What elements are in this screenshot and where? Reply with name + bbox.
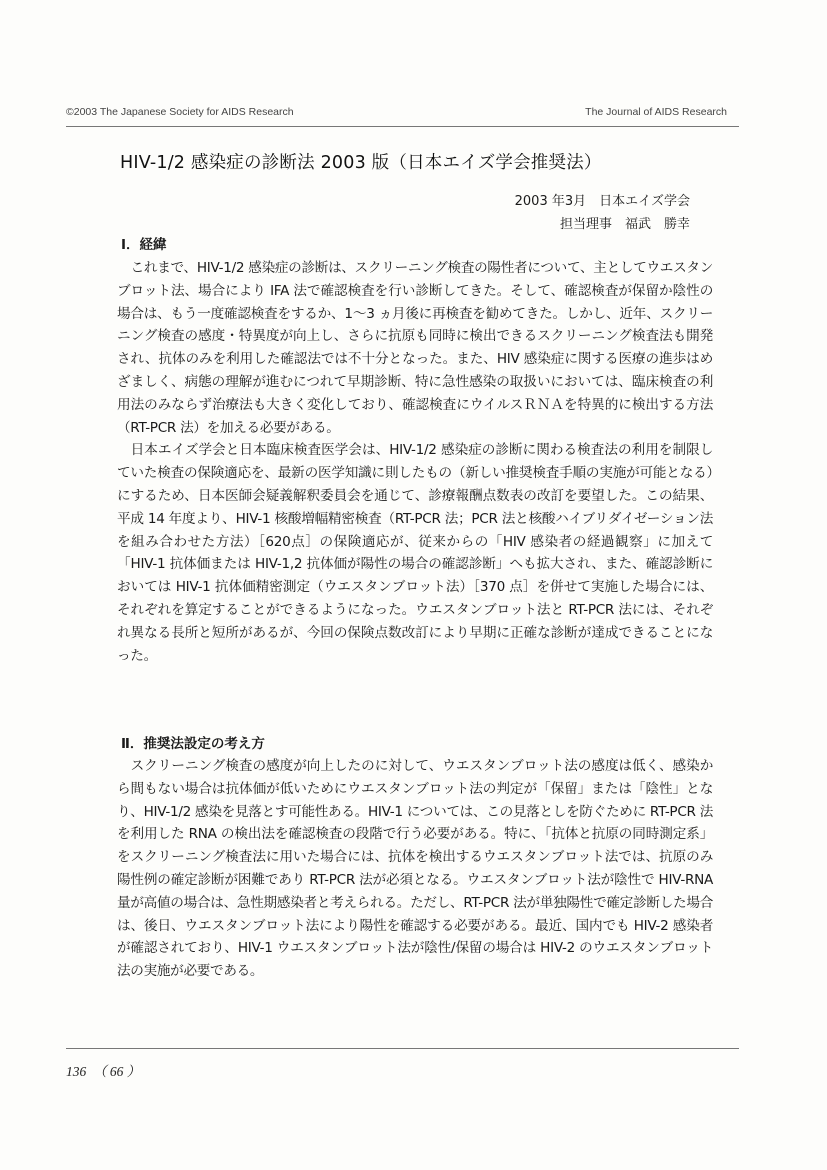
byline (515, 190, 690, 236)
section-heading-background: Ⅰ．経緯 (121, 237, 167, 253)
section-body-background (117, 257, 713, 667)
page-footer (66, 1060, 140, 1080)
byline-date-organization: 2003 年3月 日本エイズ学会 (514, 194, 690, 209)
copyright-notice: ©2003 The Japanese Society for AIDS Research (66, 106, 294, 118)
paragraph: スクリーニング検査の感度が向上したのに対して、ウエスタンブロット法の感度は低く、感染から間もない場合は抗体価が低いためにウエスタンブロット法の判定が「保留」または「陰性」となり、HIV-1/2 感染を見落とす可能性ある。HIV-1 については、この見落としを防ぐために RT-PCR 法を利用した RNA の検出法を確認検査の段階で行う必要がある。特に、「抗体と抗原の同時測定系」をスクリーニング検査法に用いた場合には、抗体を検出するウエスタンブロット法では、抗原のみ陽性例の確定診断が困難であり RT-PCR 法が必須となる。ウエスタンブロット法が陰性で HIV-RNA 量が高値の場合は、急性期感染者と考えられる。ただし、RT-PCR 法が単独陽性で確定診断した場合は、後日、ウエスタンブロット法により陽性を確認する必要がある。最近、国内でも HIV-2 感染者が確認されており、HIV-1 ウエスタンブロット法が陰性/保留の場合は HIV-2 のウエスタンブロット法の実施が必要である。 (117, 758, 713, 980)
header-divider (66, 126, 739, 127)
section-body-rationale (117, 755, 713, 983)
paragraph: これまで、HIV-1/2 感染症の診断は、スクリーニング検査の陽性者について、主としてウエスタンブロット法、場合により IFA 法で確認検査を行い診断してきた。そして、確認検査が保留か陰性の場合は、もう一度確認検査をするか、1～3 ヵ月後に再検査を勧めてきた。しかし、近年、スクリーニング検査の感度・特異度が向上し、さらに抗原も同時に検出できるスクリーニング検査法も開発され、抗体のみを利用した確認法では不十分となった。また、HIV 感染症に関する医療の進歩はめざましく、病態の理解が進むにつれて早期診断、特に急性感染の取扱いにおいては、臨床検査の利用法のみならず治療法も大きく変化しており、確認検査にウイルスＲＮＡを特異的に検出する方法（RT-PCR 法）を加える必要がある。 (117, 260, 713, 436)
paragraph: 日本エイズ学会と日本臨床検査医学会は、HIV-1/2 感染症の診断に関わる検査法の利用を制限していた検査の保険適応を、最新の医学知識に則したもの（新しい推奨検査手順の実施が可能となる）にするため、日本医師会疑義解釈委員会を通じて、診療報酬点数表の改訂を要望した。この結果、平成 14 年度より、HIV-1 核酸増幅精密検査（RT-PCR 法；PCR 法と核酸ハイブリダイゼーション法を組み合わせた方法）［620点］の保険適応が、従来からの「HIV 感染者の経過観察」に加えて「HIV-1 抗体価または HIV-1,2 抗体価が陽性の場合の確認診断」へも拡大され、また、確認診断においては HIV-1 抗体価精密測定（ウエスタンブロット法）［370 点］を併せて実施した場合には、それぞれを算定することができるようになった。ウエスタンブロット法と RT-PCR 法には、それぞれ異なる長所と短所があるが、今回の保険点数改訂により早期に正確な診断が達成できることになった。 (117, 442, 713, 664)
byline-author: 担当理事 福武 勝幸 (559, 217, 690, 232)
footer-divider (66, 1048, 739, 1049)
page-number: 136 (66, 1064, 87, 1079)
article-title: HIV-1/2 感染症の診断法 2003 版（日本エイズ学会推奨法） (120, 153, 602, 173)
section-heading-rationale: Ⅱ．推奨法設定の考え方 (121, 736, 265, 752)
journal-name: The Journal of AIDS Research (585, 106, 727, 118)
issue-page-number: （ 66 ） (93, 1064, 141, 1079)
